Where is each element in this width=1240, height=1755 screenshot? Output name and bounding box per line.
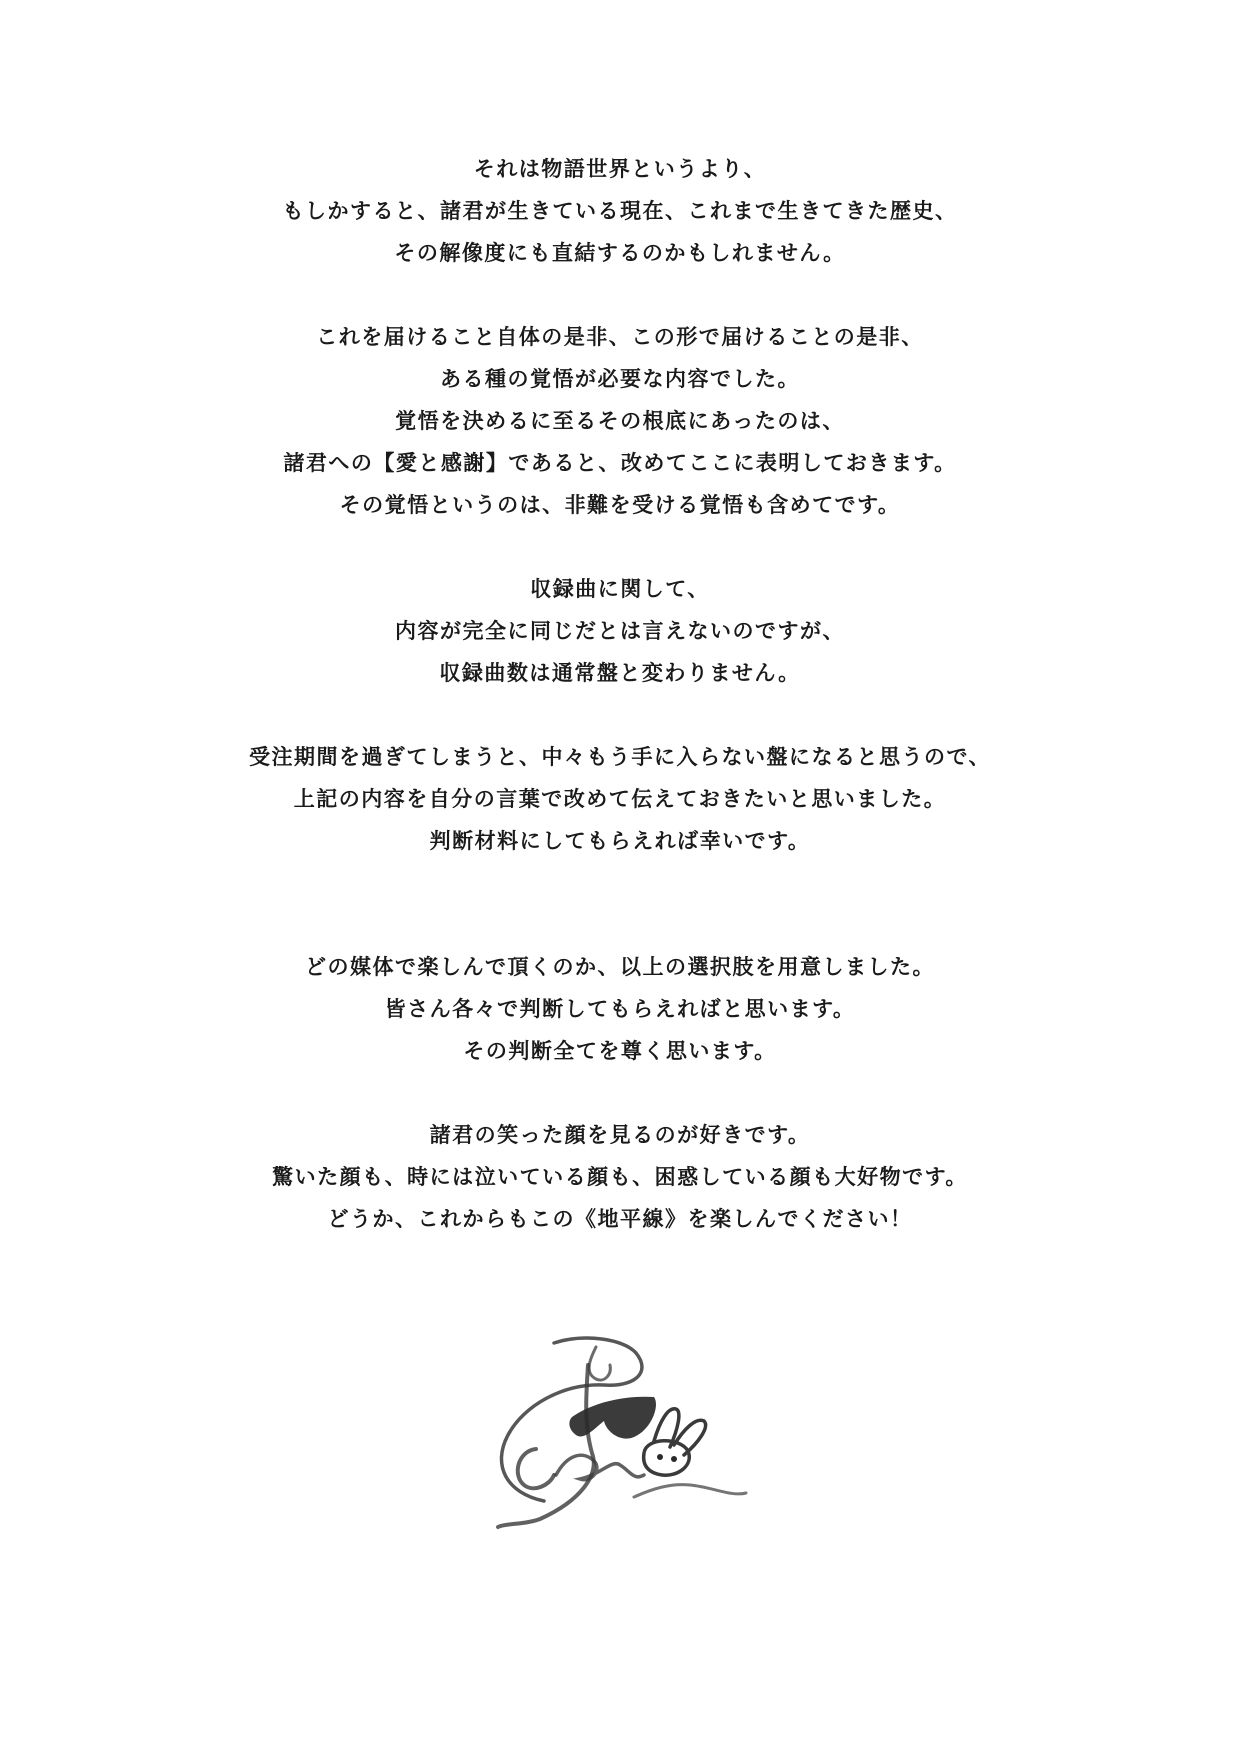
paragraph-spacer bbox=[0, 694, 1240, 736]
text-line: どの媒体で楽しんで頂くのか、以上の選択肢を用意しました。 bbox=[305, 955, 935, 979]
text-line: その解像度にも直結するのかもしれません。 bbox=[394, 241, 846, 265]
text-line: 収録曲数は通常盤と変わりません。 bbox=[439, 661, 801, 685]
text-line: 判断材料にしてもらえれば幸いです。 bbox=[429, 829, 811, 853]
text-line: もしかすると、諸君が生きている現在、これまで生きてきた歴史、 bbox=[282, 199, 958, 223]
paragraph-1 bbox=[0, 148, 1240, 274]
paragraph-4 bbox=[0, 736, 1240, 862]
paragraph-spacer bbox=[0, 1072, 1240, 1114]
paragraph-5 bbox=[0, 946, 1240, 1072]
handwritten-signature bbox=[484, 1325, 754, 1530]
paragraph-2 bbox=[0, 316, 1240, 526]
text-line: 上記の内容を自分の言葉で改めて伝えておきたいと思いました。 bbox=[293, 787, 947, 811]
text-line: 受注期間を過ぎてしまうと、中々もう手に入らない盤になると思うので、 bbox=[248, 745, 992, 769]
section-spacer bbox=[0, 862, 1240, 946]
text-line: ある種の覚悟が必要な内容でした。 bbox=[440, 367, 800, 391]
letter-body bbox=[0, 148, 1240, 1240]
text-line: これを届けること自体の是非、この形で届けることの是非、 bbox=[316, 325, 924, 349]
text-line: 内容が完全に同じだとは言えないのですが、 bbox=[395, 619, 845, 643]
text-line: その判断全てを尊く思います。 bbox=[463, 1039, 777, 1063]
paragraph-spacer bbox=[0, 526, 1240, 568]
text-line: その覚悟というのは、非難を受ける覚悟も含めてです。 bbox=[339, 493, 901, 517]
text-line: 皆さん各々で判断してもらえればと思います。 bbox=[384, 997, 856, 1021]
signature-drawing bbox=[484, 1325, 754, 1530]
paragraph-spacer bbox=[0, 274, 1240, 316]
text-line: 覚悟を決めるに至るその根底にあったのは、 bbox=[395, 409, 845, 433]
text-line: それは物語世界というより、 bbox=[473, 157, 767, 181]
text-line: 諸君への【愛と感謝】であると、改めてここに表明しておきます。 bbox=[283, 451, 957, 475]
text-line: どうか、これからもこの《地平線》を楽しんでください！ bbox=[327, 1207, 913, 1231]
text-line: 収録曲に関して、 bbox=[530, 577, 710, 601]
paragraph-6 bbox=[0, 1114, 1240, 1240]
paragraph-3 bbox=[0, 568, 1240, 694]
text-line: 驚いた顔も、時には泣いている顔も、困惑している顔も大好物です。 bbox=[272, 1165, 968, 1189]
text-line: 諸君の笑った顔を見るのが好きです。 bbox=[429, 1123, 811, 1147]
